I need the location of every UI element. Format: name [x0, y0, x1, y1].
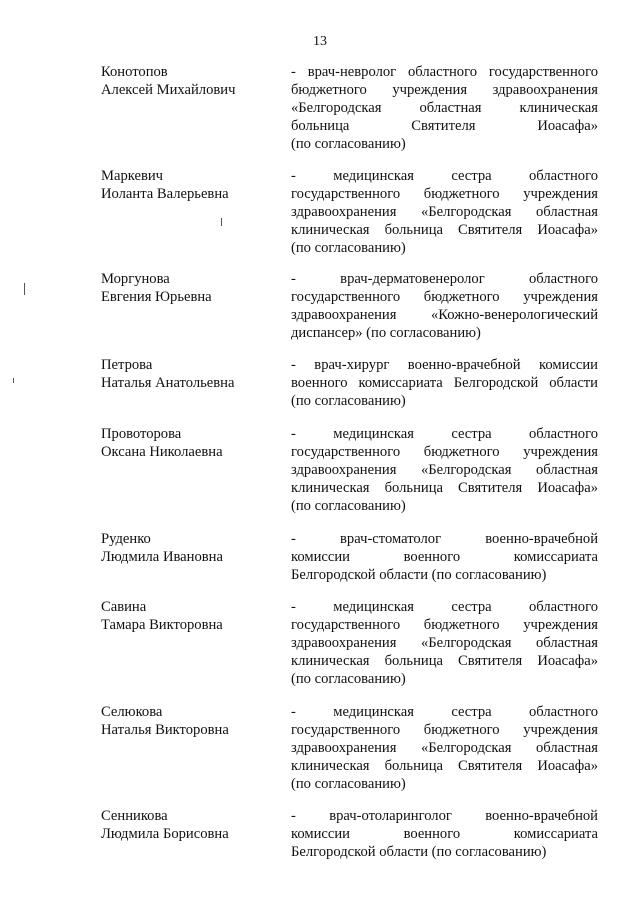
scan-artifact	[13, 378, 14, 383]
member-name	[101, 530, 281, 566]
member-role-line: - врач-невролог областного государственного	[291, 64, 598, 80]
member-role	[291, 167, 598, 257]
member-role-line: комиссии военного комиссариата	[291, 549, 598, 565]
member-role-line: здравоохранения «Белгородская областная	[291, 740, 598, 756]
member-role	[291, 530, 598, 584]
member-role-line: государственного бюджетного учреждения	[291, 722, 598, 738]
member-role-line: клиническая больница Святителя Иоасафа»	[291, 222, 598, 238]
member-role-line: государственного бюджетного учреждения	[291, 444, 598, 460]
member-name	[101, 425, 281, 461]
member-role-line: - врач-дерматовенеролог областного	[291, 271, 598, 287]
member-given-names: Наталья Викторовна	[101, 722, 229, 738]
member-name	[101, 270, 281, 306]
member-role-line: клиническая больница Святителя Иоасафа»	[291, 480, 598, 496]
member-name	[101, 356, 281, 392]
member-role-line: здравоохранения «Белгородская областная	[291, 204, 598, 220]
member-given-names: Оксана Николаевна	[101, 444, 223, 460]
scan-artifact	[24, 283, 25, 295]
member-given-names: Евгения Юрьевна	[101, 289, 212, 305]
member-role-line: - врач-хирург военно-врачебной комиссии	[291, 357, 598, 373]
member-role-line: государственного бюджетного учреждения	[291, 289, 598, 305]
member-role-line: комиссии военного комиссариата	[291, 826, 598, 842]
member-name	[101, 703, 281, 739]
member-given-names: Тамара Викторовна	[101, 617, 223, 633]
member-given-names: Наталья Анатольевна	[101, 375, 235, 391]
member-given-names: Алексей Михайлович	[101, 82, 236, 98]
member-surname: Руденко	[101, 531, 151, 547]
member-role	[291, 63, 598, 153]
member-role	[291, 270, 598, 342]
member-name	[101, 63, 281, 99]
member-role-line: Белгородской области (по согласованию)	[291, 844, 547, 860]
scan-artifact	[221, 218, 222, 226]
member-surname: Селюкова	[101, 704, 163, 720]
member-role-line: - врач-отоларинголог военно-врачебной	[291, 808, 598, 824]
member-surname: Петрова	[101, 357, 153, 373]
member-name	[101, 807, 281, 843]
member-role-line: военного комиссариата Белгородской области	[291, 375, 598, 391]
member-surname: Савина	[101, 599, 147, 615]
member-role-line: (по согласованию)	[291, 776, 406, 792]
member-name	[101, 167, 281, 203]
member-role-line: клиническая больница Святителя Иоасафа»	[291, 758, 598, 774]
member-role-line: «Белгородская областная клиническая	[291, 100, 598, 116]
member-surname: Моргунова	[101, 271, 170, 287]
member-role-line: (по согласованию)	[291, 136, 406, 152]
member-role-line: (по согласованию)	[291, 393, 406, 409]
member-given-names: Людмила Борисовна	[101, 826, 229, 842]
member-role-line: здравоохранения «Белгородская областная	[291, 635, 598, 651]
member-role-line: - медицинская сестра областного	[291, 168, 598, 184]
member-role-line: Белгородской области (по согласованию)	[291, 567, 547, 583]
member-surname: Маркевич	[101, 168, 163, 184]
member-role	[291, 807, 598, 861]
member-role-line: (по согласованию)	[291, 671, 406, 687]
member-role-line: - медицинская сестра областного	[291, 704, 598, 720]
member-role-line: (по согласованию)	[291, 498, 406, 514]
member-role-line: - медицинская сестра областного	[291, 426, 598, 442]
member-given-names: Иоланта Валерьевна	[101, 186, 229, 202]
member-role-line: - медицинская сестра областного	[291, 599, 598, 615]
member-role-line: бюджетного учреждения здравоохранения	[291, 82, 598, 98]
member-role	[291, 598, 598, 688]
member-surname: Провоторова	[101, 426, 182, 442]
member-role-line: государственного бюджетного учреждения	[291, 617, 598, 633]
member-role-line: - врач-стоматолог военно-врачебной	[291, 531, 598, 547]
member-role-line: (по согласованию)	[291, 240, 406, 256]
member-role	[291, 425, 598, 515]
member-role	[291, 703, 598, 793]
member-role-line: клиническая больница Святителя Иоасафа»	[291, 653, 598, 669]
member-surname: Конотопов	[101, 64, 168, 80]
member-given-names: Людмила Ивановна	[101, 549, 223, 565]
member-surname: Сенникова	[101, 808, 168, 824]
member-role-line: здравоохранения «Кожно-венерологический	[291, 307, 598, 323]
member-role-line: здравоохранения «Белгородская областная	[291, 462, 598, 478]
member-role-line: диспансер» (по согласованию)	[291, 325, 481, 341]
page-number: 13	[313, 34, 327, 49]
member-role-line: государственного бюджетного учреждения	[291, 186, 598, 202]
member-name	[101, 598, 281, 634]
member-role-line: больница Святителя Иоасафа»	[291, 118, 598, 134]
member-role	[291, 356, 598, 410]
